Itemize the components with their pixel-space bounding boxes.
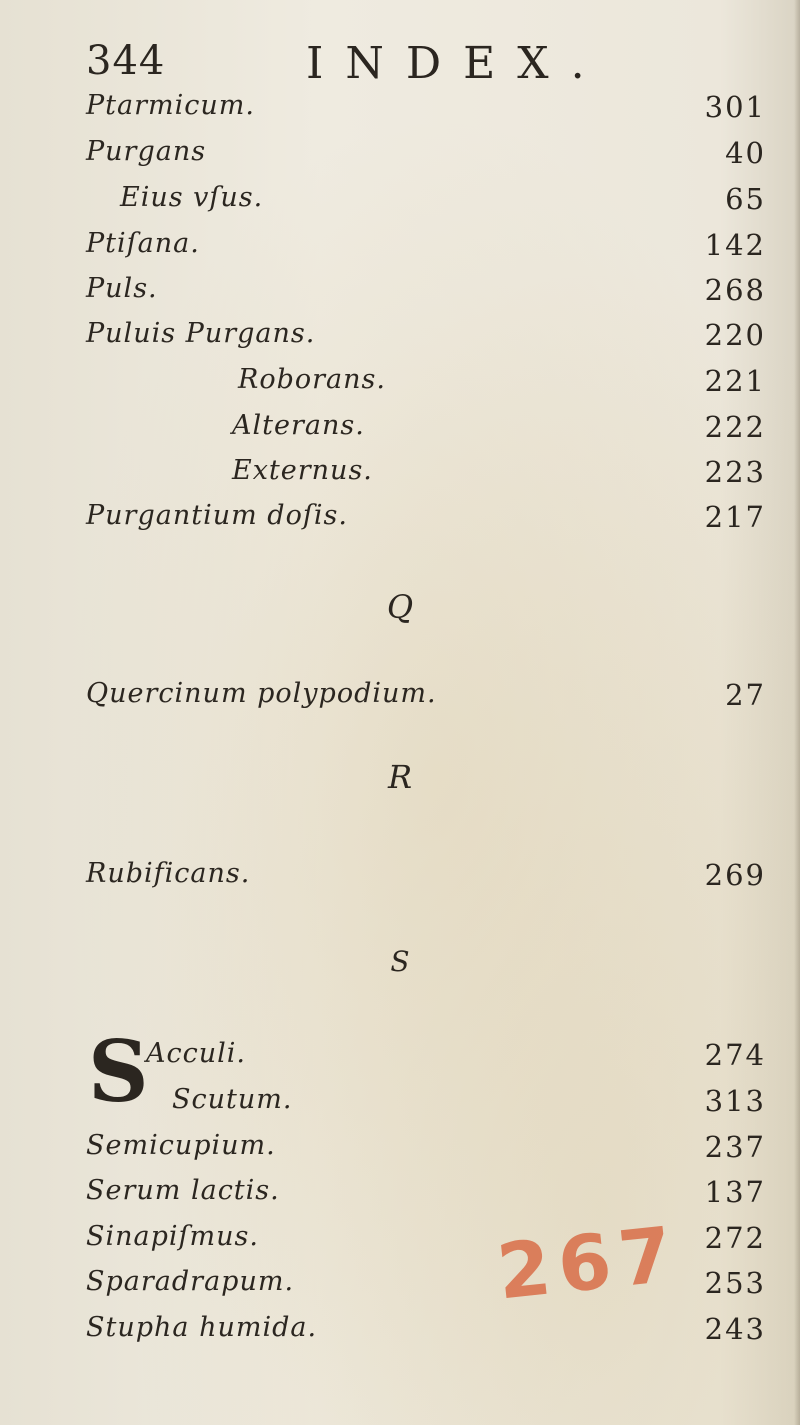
entry-page: 142 (704, 228, 766, 262)
entry-page: 137 (704, 1175, 766, 1209)
entry-term: Alterans. (232, 410, 365, 441)
entry-term: Roborans. (238, 364, 386, 395)
index-entry (0, 1038, 800, 1082)
section-letter-s: S (390, 945, 410, 978)
entry-page: 272 (704, 1221, 766, 1255)
index-entry (0, 858, 800, 902)
index-entry (0, 273, 800, 317)
entry-term: Acculi. (146, 1038, 246, 1069)
page-header (86, 38, 726, 98)
section-letter-r: R (387, 758, 413, 796)
entry-term: Rubificans. (86, 858, 251, 889)
drop-cap: S (88, 1022, 149, 1121)
entry-page: 223 (704, 455, 766, 489)
index-entry (0, 1130, 800, 1174)
entry-page: 269 (704, 858, 766, 892)
running-title: INDEX. (306, 38, 607, 89)
index-entry (0, 318, 800, 362)
handwritten-annotation: 267 (493, 1208, 685, 1317)
entry-page: 243 (704, 1312, 766, 1346)
index-entry (0, 136, 800, 180)
entry-page: 268 (704, 273, 766, 307)
index-entry (0, 410, 800, 454)
index-entry (0, 678, 800, 722)
entry-term: Semicupium. (86, 1130, 276, 1161)
entry-term: Puls. (86, 273, 158, 304)
index-entry (0, 500, 800, 544)
index-entry (0, 228, 800, 272)
index-entry (0, 1084, 800, 1128)
entry-term: Purgans (86, 136, 207, 167)
entry-page: 301 (704, 90, 766, 124)
entry-page: 65 (725, 182, 766, 216)
entry-term: Sparadrapum. (86, 1266, 295, 1297)
entry-page: 217 (704, 500, 766, 534)
entry-term: Ptiſana. (86, 228, 200, 259)
entry-page: 237 (704, 1130, 766, 1164)
index-entry (0, 455, 800, 499)
entry-term: Serum lactis. (86, 1175, 280, 1206)
entry-term: Sinapiſmus. (86, 1221, 259, 1252)
entry-term: Eius vſus. (120, 182, 264, 213)
entry-term: Externus. (232, 455, 373, 486)
entry-term: Ptarmicum. (86, 90, 255, 121)
entry-page: 40 (725, 136, 766, 170)
section-letter-q: Q (386, 588, 414, 626)
entry-term: Scutum. (172, 1084, 293, 1115)
index-entry (0, 90, 800, 134)
entry-term: Stupha humida. (86, 1312, 318, 1343)
entry-page: 221 (704, 364, 766, 398)
entry-page: 313 (704, 1084, 766, 1118)
entry-page: 253 (704, 1266, 766, 1300)
entry-page: 220 (704, 318, 766, 352)
index-entry (0, 364, 800, 408)
entry-term: Puluis Purgans. (86, 318, 316, 349)
entry-page: 27 (725, 678, 766, 712)
entry-page: 274 (704, 1038, 766, 1072)
page-number: 344 (86, 38, 166, 84)
entry-term: Quercinum polypodium. (86, 678, 437, 709)
index-entry (0, 182, 800, 226)
entry-page: 222 (704, 410, 766, 444)
entry-term: Purgantium doſis. (86, 500, 348, 531)
